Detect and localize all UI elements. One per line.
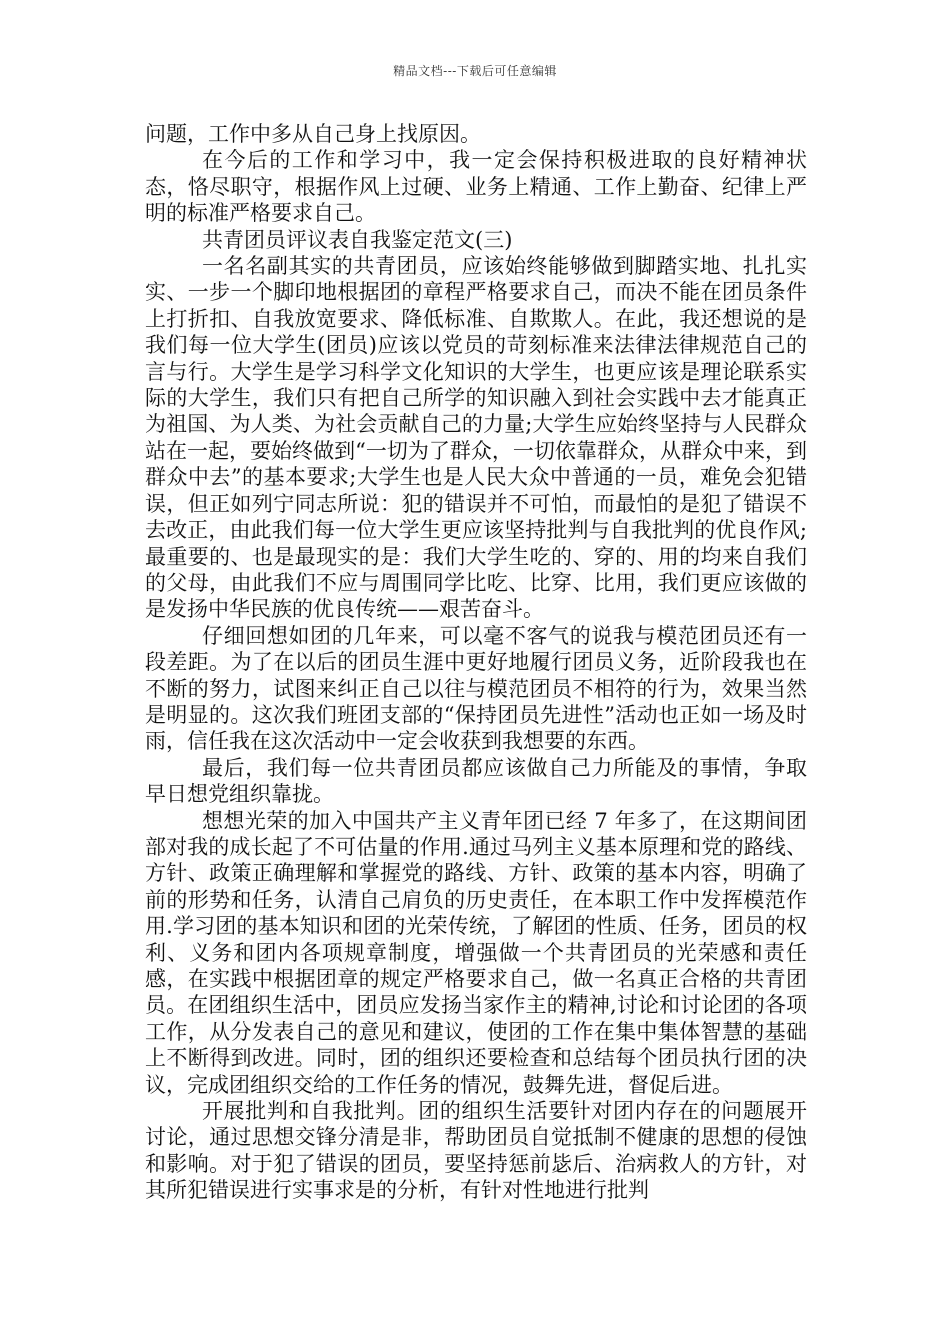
paragraph: 最后，我们每一位共青团员都应该做自己力所能及的事情，争取早日想党组织靠拢。 [145,755,807,807]
paragraph: 问题，工作中多从自己身上找原因。 [145,122,481,146]
paragraph: 一名名副其实的共青团员，应该始终能够做到脚踏实地、扎扎实实、一步一个脚印地根据团的章程严格要求自己，而决不能在团员条件上打折扣、自我放宽要求、降低标准、自欺欺人。在此，我还想说的是我们每一位大学生(团员)应该以党员的苛刻标准来法律法律规范自己的言与行。大学生是学习科学文化知识的大学生，也更应该是理论联系实际的大学生，我们只有把自己所学的知识融入到社会实践中去才能真正为祖国、为人类、为社会贡献自己的力量;大学生应始终坚持与人民群众站在一起，要始终做到“一切为了群众，一切依靠群众，从群众中来，到群众中去”的基本要求;大学生也是人民大众中普通的一员，难免会犯错误，但正如列宁同志所说：犯的错误并不可怕，而最怕的是犯了错误不去改正，由此我们每一位大学生更应该坚持批判与自我批判的优良作风;最重要的、也是最现实的是：我们大学生吃的、穿的、用的均来自我们的父母，由此我们不应与周围同学比吃、比穿、比用，我们更应该做的是发扬中华民族的优良传统——艰苦奋斗。 [145,254,807,622]
paragraph: 想想光荣的加入中国共产主义青年团已经 7 年多了，在这期间团部对我的成长起了不可估量的作用.通过马列主义基本原理和党的路线、方针、政策正确理解和掌握党的路线、方针、政策的基本内容，明确了前的形势和任务，认清自己肩负的历史责任，在本职工作中发挥模范作用.学习团的基本知识和团的光荣传统，了解团的性质、任务，团员的权利、义务和团内各项规章制度，增强做一个共青团员的光荣感和责任感，在实践中根据团章的规定严格要求自己，做一名真正合格的共青团员。在团组织生活中，团员应发扬当家作主的精神,讨论和讨论团的各项工作，从分发表自己的意见和建议，使团的工作在集中集体智慧的基础上不断得到改进。同时，团的组织还要检查和总结每个团员执行团的决议，完成团组织交给的工作任务的情况，鼓舞先进，督促后进。 [145,808,807,1097]
section-title: 共青团员评议表自我鉴定范文(三) [202,227,513,252]
paragraph: 仔细回想如团的几年来，可以毫不客气的说我与模范团员还有一段差距。为了在以后的团员生涯中更好地履行团员义务，近阶段我也在不断的努力，试图来纠正自己以往与模范团员不相符的行为，效果当然是明显的。这次我们班团支部的“保持团员先进性”活动也正如一场及时雨，信任我在这次活动中一定会收获到我想要的东西。 [145,623,807,754]
paragraph: 开展批判和自我批判。团的组织生活要针对团内存在的问题展开讨论，通过思想交锋分清是非，帮助团员自觉抵制不健康的思想的侵蚀和影响。对于犯了错误的团员，要坚持惩前毖后、治病救人的方针，对其所犯错误进行实事求是的分析，有针对性地进行批判 [145,1099,807,1203]
paragraph: 在今后的工作和学习中，我一定会保持积极进取的良好精神状态，恪尽职守，根据作风上过硬、业务上精通、工作上勤奋、纪律上严明的标准严格要求自己。 [145,148,807,226]
document-body [145,121,807,1204]
page-header: 精品文档---下载后可任意编辑 [393,64,557,78]
